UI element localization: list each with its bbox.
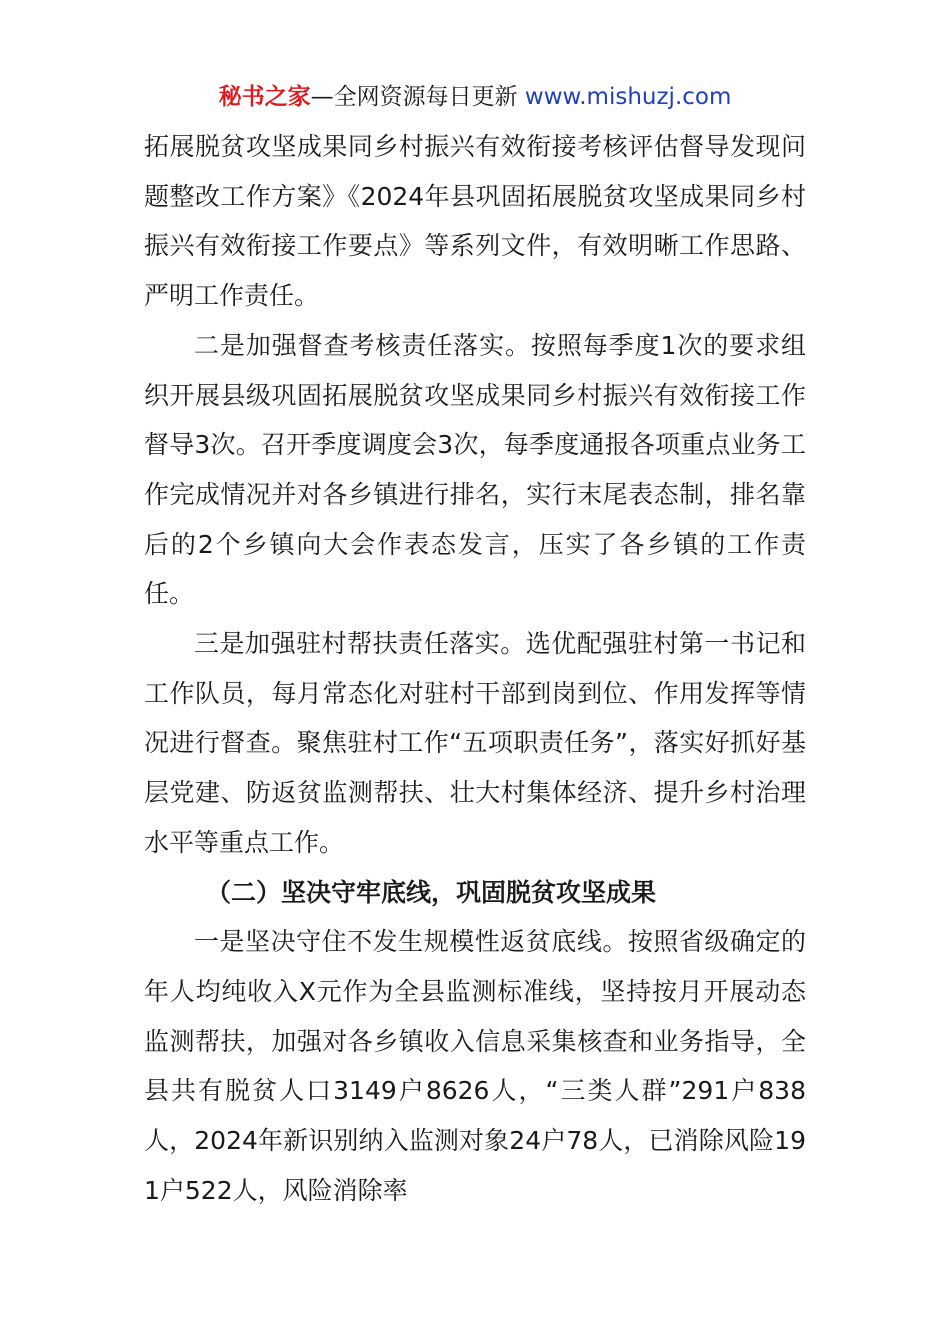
site-brand: 秘书之家 xyxy=(218,84,311,110)
site-tagline: —全网资源每日更新 xyxy=(310,84,525,110)
paragraph-supervision: 二是加强督查考核责任落实。按照每季度1次的要求组织开展县级巩固拓展脱贫攻坚成果同乡村振兴有效衔接工作督导3次。召开季度调度会3次，每季度通报各项重点业务工作完成情况并对各乡镇进行排名，实行末尾表态制，排名靠后的2个乡镇向大会作表态发言，压实了各乡镇的工作责任。 xyxy=(144,330,806,609)
paragraph-monitoring: 一是坚决守住不发生规模性返贫底线。按照省级确定的年人均纯收入X元作为全县监测标准线，坚持按月开展动态监测帮扶，加强对各乡镇收入信息采集核查和业务指导，全县共有脱贫人口3149户8626人，“三类人群”291户838人，2024年新识别纳入监测对象24户78人，已消除风险191户522人，风险消除率 xyxy=(144,927,806,1205)
paragraph-village-assistance: 三是加强驻村帮扶责任落实。选优配强驻村第一书记和工作队员，每月常态化对驻村干部到岗到位、作用发挥等情况进行督查。聚焦驻村工作“五项职责任务”，落实好抓好基层党建、防返贫监测帮扶、壮大村集体经济、提升乡村治理水平等重点工作。 xyxy=(144,629,806,857)
section-heading: （二）坚决守牢底线，巩固脱贫攻坚成果 xyxy=(206,877,657,907)
site-header xyxy=(0,80,950,114)
site-url[interactable]: www.mishuzj.com xyxy=(524,84,732,110)
paragraph-continuation: 拓展脱贫攻坚成果同乡村振兴有效衔接考核评估督导发现问题整改工作方案》《2024年县巩固拓展脱贫攻坚成果同乡村振兴有效衔接工作要点》等系列文件，有效明晰工作思路、严明工作责任。 xyxy=(144,132,806,311)
document-body xyxy=(144,122,806,1215)
